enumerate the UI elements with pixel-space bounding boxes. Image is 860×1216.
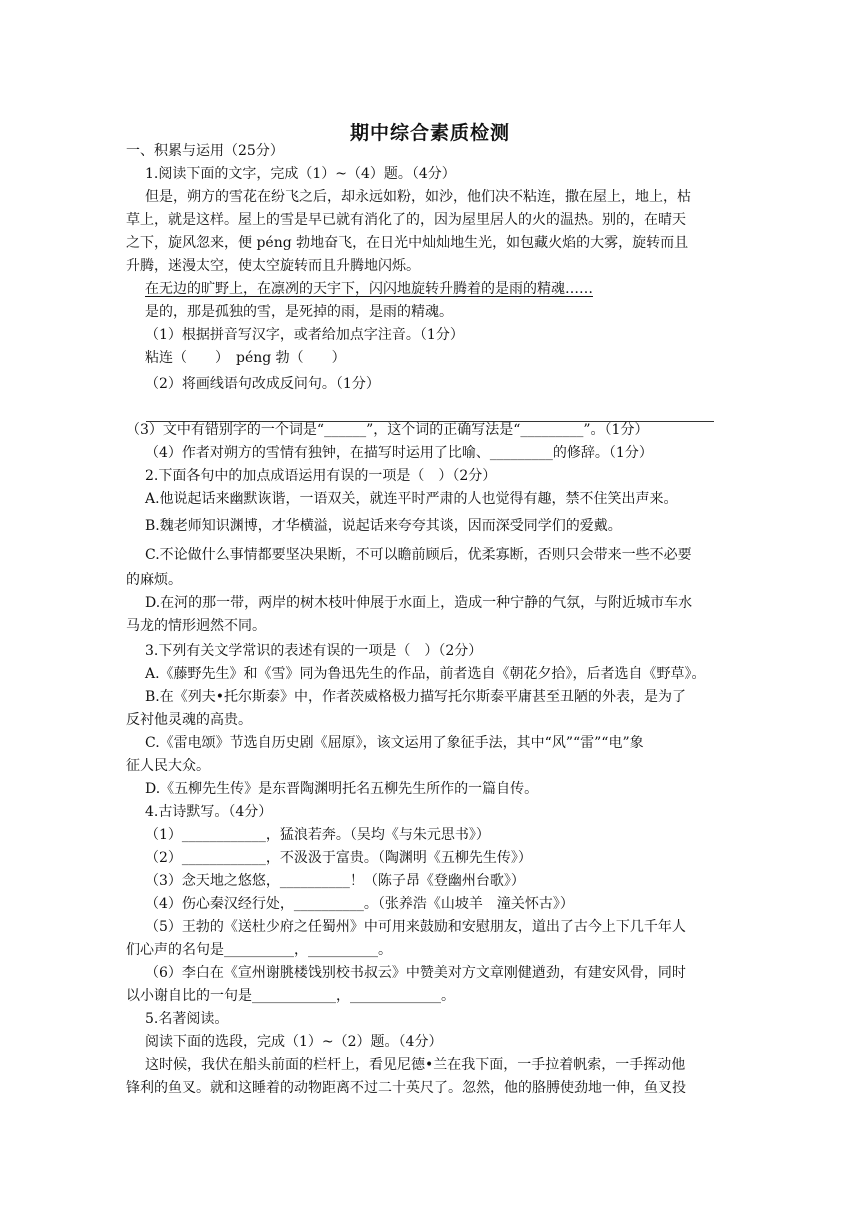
text-line: 在无边的旷野上，在凛冽的天宇下，闪闪地旋转升腾着的是雨的精魂……	[145, 281, 593, 297]
page-title: 期中综合素质检测	[349, 122, 510, 144]
text-line: 1.阅读下面的文字，完成（1）~（4）题。（4分）	[145, 166, 456, 182]
text-line: C.不论做什么事情都要坚决果断，不可以瞻前顾后，优柔寡断，否则只会带来一些不必要	[145, 547, 692, 563]
text-line: 锋利的鱼叉。就和这睡着的动物距离不过二十英尺了。忽然，他的胳膊使劲地一伸，鱼叉投	[126, 1080, 686, 1096]
text-line: B.魏老师知识渊博，才华横溢，说起话来夸夸其谈，因而深受同学们的爱戴。	[145, 518, 622, 534]
text-line: 草上，就是这样。屋上的雪是早已就有消化了的，因为屋里居人的火的温热。别的，在晴天	[126, 212, 686, 228]
text-line: （5）王勃的《送杜少府之任蜀州》中可用来鼓励和安慰朋友，道出了古今上下几千年人	[145, 919, 686, 935]
text-line: （1）____________，猛浪若奔。（吴均《与朱元思书》）	[145, 827, 490, 843]
text-line: 阅读下面的选段，完成（1）~（2）题。（4分）	[145, 1034, 443, 1050]
text-line: 2.下面各句中的加点成语运用有误的一项是（ ）（2分）	[145, 468, 497, 484]
text-line: 但是，朔方的雪花在纷飞之后，却永远如粉，如沙，他们决不粘连，撒在屋上，地上，枯	[145, 189, 691, 205]
text-line: 征人民大众。	[126, 758, 210, 774]
text-line: A.他说起话来幽默诙谐，一语双关，就连平时严肃的人也觉得有趣，禁不住笑出声来。	[145, 491, 678, 507]
text-line: 4.古诗默写。（4分）	[145, 804, 273, 820]
text-line: （1）根据拼音写汉字，或者给加点字注音。（1分）	[145, 327, 464, 343]
text-line: 3.下列有关文学常识的表述有误的一项是（ ）（2分）	[145, 643, 483, 659]
text-line: 以小谢自比的一句是____________，_____________。	[126, 988, 455, 1004]
text-line: 一、积累与运用（25分）	[126, 143, 284, 159]
text-line: 粘连（ ） péng 勃（ ）	[145, 350, 346, 366]
text-line: 的麻烦。	[126, 572, 182, 588]
text-line: 反衬他灵魂的高贵。	[126, 712, 252, 728]
text-line: 5.名著阅读。	[145, 1011, 229, 1027]
text-line: 之下，旋风忽来，便 péng 勃地奋飞，在日光中灿灿地生光，如包藏火焰的大雾，旋转而且	[126, 235, 689, 251]
text-line: 是的，那是孤独的雪，是死掉的雨，是雨的精魂。	[145, 304, 453, 320]
text-line: C.《雷电颂》节选自历史剧《屈原》，该文运用了象征手法，其中“风”“雷”“电”象	[145, 735, 644, 751]
text-line: （4）伤心秦汉经行处，__________。（张养浩《山坡羊 潼关怀古》）	[145, 896, 574, 912]
text-line: A.《藤野先生》和《雪》同为鲁迅先生的作品，前者选自《朝花夕拾》，后者选自《野草》。	[145, 666, 706, 682]
text-line: 这时候，我伏在船头前面的栏杆上，看见尼德•兰在我下面，一手拉着帆索，一手挥动他	[145, 1057, 686, 1073]
text-line: （3）念天地之悠悠，__________！（陈子昂《登幽州台歌》）	[145, 873, 525, 889]
text-line: 马龙的情形迥然不同。	[126, 618, 266, 634]
text-line: （6）李白在《宣州谢朓楼饯别校书叔云》中赞美对方文章刚健遒劲，有建安风骨，同时	[145, 965, 686, 981]
text-line: （2）将画线语句改成反问句。（1分）	[145, 376, 380, 392]
text-line: D.《五柳先生传》是东晋陶渊明托名五柳先生所作的一篇自传。	[145, 781, 539, 797]
text-line: （2）____________，不汲汲于富贵。（陶渊明《五柳先生传》）	[145, 850, 532, 866]
text-line: 升腾，迷漫太空，使太空旋转而且升腾地闪烁。	[126, 258, 420, 274]
text-line: B.在《列夫•托尔斯泰》中，作者茨威格极力描写托尔斯泰平庸甚至丑陋的外表，是为了	[145, 689, 686, 705]
text-line: （4）作者对朔方的雪情有独钟，在描写时运用了比喻、_________的修辞。（1分）	[145, 445, 653, 461]
answer-line	[146, 421, 714, 422]
text-line: （3）文中有错别字的一个词是“______”，这个词的正确写法是“_________”。（1分）	[126, 422, 649, 438]
text-line: D.在河的那一带，两岸的树木枝叶伸展于水面上，造成一种宁静的气氛，与附近城市车水	[145, 595, 693, 611]
text-line: 们心声的名句是__________，__________。	[126, 942, 392, 958]
